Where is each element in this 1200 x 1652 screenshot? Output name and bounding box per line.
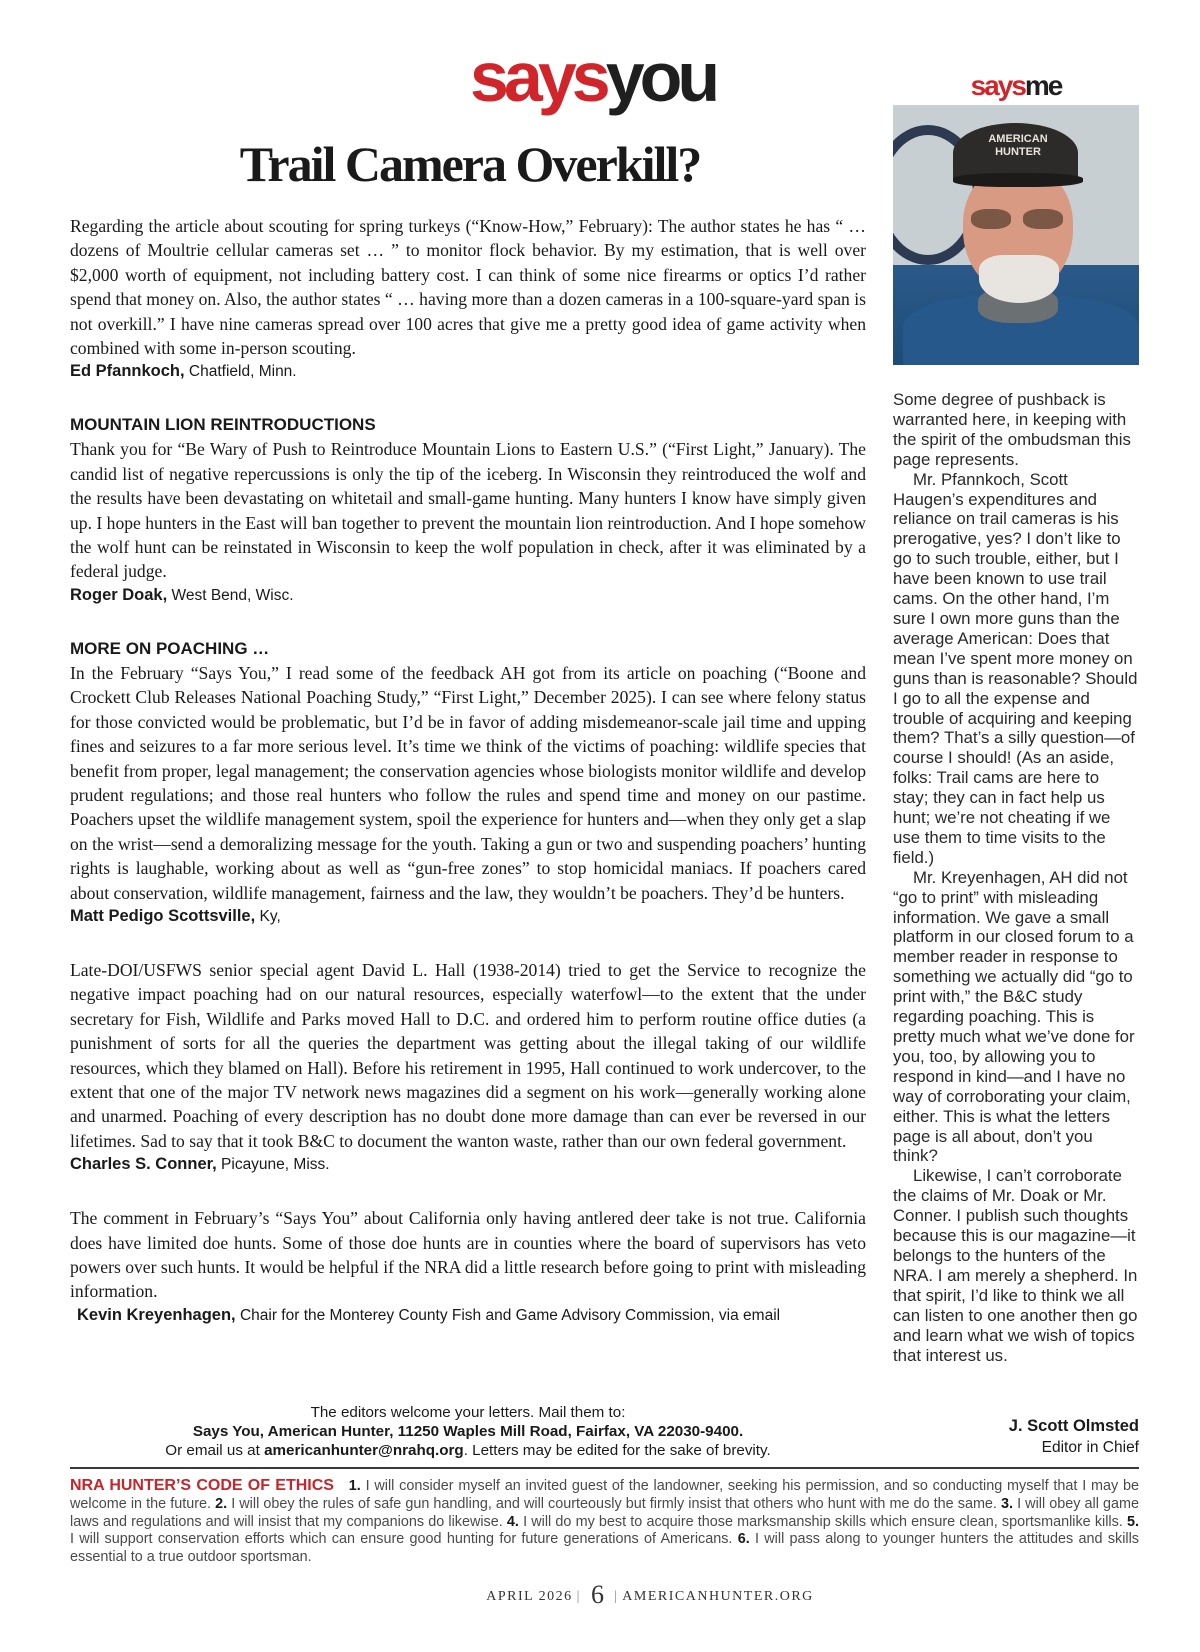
footer-site[interactable]: AMERICANHUNTER.ORG <box>622 1589 814 1604</box>
divider <box>70 1467 1139 1469</box>
says-you-logo <box>470 40 740 115</box>
saysme-says: says <box>970 70 1025 101</box>
editor-response-column <box>893 390 1139 1365</box>
letter-4-name: Charles S. Conner, <box>70 1155 217 1174</box>
mail-instructions <box>70 1403 866 1460</box>
letters-column <box>70 214 866 1327</box>
response-paragraph-1: Some degree of pushback is warranted here, in keeping with the spirit of the ombudsman this page represents. <box>893 390 1131 469</box>
code-of-ethics <box>70 1477 1139 1567</box>
saysme-me: me <box>1024 70 1062 101</box>
letter-4-signature <box>70 1153 866 1176</box>
page-number: 6 <box>590 1580 604 1609</box>
letter-1-body: Regarding the article about scouting for spring turkeys (“Know-How,” February): The author states he has “ … dozens of Moultrie cellular cameras set … ” to monitor flock behavior. By my estimation, that is well over $2,000 worth of equipment, not including battery cost. I can think of some nice firearms or optics I’d rather spend that money on. Also, the author states “ … having more than a dozen cameras in a 100-square-yard span is not overkill.” I have nine cameras spread over 100 acres that give me a pretty good idea of game activity when combined with some in-person scouting. <box>70 216 866 359</box>
ethics-num: 4. <box>506 1513 519 1530</box>
ethics-num: 3. <box>1001 1495 1014 1512</box>
page-footer: APRIL 2026 | 6 | AMERICANHUNTER.ORG <box>486 1580 814 1609</box>
logo-you: you <box>605 38 716 116</box>
letter-3-signature <box>70 905 866 928</box>
ethics-item: I will pass along to younger hunters the attitudes and skills essential to a true outdoor sportsman. <box>70 1531 1140 1566</box>
mail-line-1: The editors welcome your letters. Mail them to: <box>310 1404 626 1421</box>
ethics-num: 1. <box>348 1478 361 1494</box>
letter-5-place: Chair for the Monterey County Fish and Game Advisory Commission, via email <box>239 1306 781 1324</box>
mail-address: Says You, American Hunter, 11250 Waples Mill Road, Fairfax, VA 22030-9400. <box>192 1423 744 1440</box>
ethics-num: 5. <box>1127 1513 1140 1530</box>
editor-title: Editor in Chief <box>1041 1439 1139 1456</box>
letter-2-body: Thank you for “Be Wary of Push to Reintroduce Mountain Lions to Eastern U.S.” (“First Light,” January). The candid list of negative repercussions is only the tip of the iceberg. In Wisconsin they reintroduced the wolf and the results have been devastating on whitetail and small-game hunting. Many hunters I know have simply given up. I hope hunters in the East will ban together to prevent the mountain lion reintroduction. And I hope somehow the wolf hunt can be reinstated in Wisconsin to keep the wolf population in check, after it was eliminated by a federal judge. <box>70 439 866 582</box>
mail-line-3-pre: Or email us at <box>165 1442 260 1459</box>
letter-2-signature <box>70 584 866 607</box>
letter-5-signature <box>70 1304 866 1327</box>
letter-3-place: Ky, <box>259 907 281 925</box>
letter-4-body: Late-DOI/USFWS senior special agent David L. Hall (1938-2014) tried to get the Service to recognize the negative impact poaching had on our natural resources, especially waterfowl—to the extent that the under secretary for Fish, Wildlife and Parks moved Hall to D.C. and ordered him to perform routine office duties (a punishment of sorts for all the queries the department was getting about the illegal taking of our wildlife resources, which they blamed on Hall). Before his retirement in 1995, Hall continued to work undercover, to the extent that one of the major TV network news magazines did a segment on his work—generally working alone and unarmed. Poaching of every description has no doubt done more damage than can ever be reversed in our lifetimes. Sad to say that it took B&C to document the wanton waste, rather than our own federal government. <box>70 959 866 1151</box>
response-paragraph-2: Mr. Pfannkoch, Scott Haugen’s expenditures and reliance on trail cameras is his prerogative, yes? I don’t like to go to such trouble, either, but I have been known to use trail cams. On the other hand, I’m sure I own more guns than the average American: Does that mean I’ve spent more money on guns than is reasonable? Should I go to all the expense and trouble of acquiring and keeping them? That’s a silly question—of course I should! (As an aside, folks: Trail cams are here to stay; they can in fact help us hunt; we’re not cheating if we use them to time visits to the field.) <box>893 469 1138 867</box>
letter-4-place: Picayune, Miss. <box>221 1156 330 1174</box>
says-me-label <box>956 68 1076 104</box>
letter-1-signature <box>70 360 866 383</box>
letter-5-name: Kevin Kreyenhagen, <box>77 1305 236 1324</box>
editor-photo <box>893 105 1139 365</box>
letter-3-heading: MORE ON POACHING … <box>70 638 270 658</box>
ethics-item: I will support conservation efforts which can ensure good hunting for future generations of Americans. <box>70 1531 733 1548</box>
ethics-num: 6. <box>737 1531 750 1548</box>
footer-issue: APRIL 2026 <box>486 1589 573 1604</box>
ethics-item: I will do my best to acquire those marksmanship skills which ensure clean, sportsmanlike kills. <box>523 1513 1123 1530</box>
ethics-num: 2. <box>215 1495 228 1512</box>
letter-2-place: West Bend, Wisc. <box>171 586 294 604</box>
letter-3-body: In the February “Says You,” I read some of the feedback AH got from its article on poaching (“Boone and Crockett Club Releases National Poaching Study,” “First Light,” December 2025). I can see where felony status for those convicted would be problematic, but I’d be in favor of adding misdemeanor-scale jail time and upping fines and seizures to a far more serious level. It’s time we think of the victims of poaching: wildlife species that benefit from proper, legal management; the conservation agencies whose biologists monitor wildlife and develop prudent regulations; and those real hunters who follow the rules and spend time and money on our pastime. Poachers upset the wildlife management system, spoil the experience for hunters and—when they only get a slap on the wrist—send a demoralizing message for the youth. Taking a gun or two and suspending poachers’ hunting rights is laughable, working about as well as “gun-free zones” to stop homicidal maniacs. If poachers cared about conservation, wildlife management, fairness and the law, they wouldn’t be poachers. They’d be hunters. <box>70 662 866 903</box>
ethics-item: I will consider myself an invited guest of the landowner, seeking his permission, and so conducting myself that I may be welcome in the future. <box>70 1478 1140 1512</box>
ethics-item: I will obey the rules of safe gun handling, and will courteously but firmly insist that others who hunt with me do the same. <box>231 1495 997 1512</box>
letter-2-heading: MOUNTAIN LION REINTRODUCTIONS <box>70 415 376 435</box>
editor-signature <box>893 1416 1139 1458</box>
letter-5-body: The comment in February’s “Says You” about California only having antlered deer take is not true. California does have limited doe hunts. Some of those doe hunts are in counties where the board of supervisors has veto powers over such hunts. It would be helpful if the NRA did a little research before going to print with misleading information. <box>70 1208 866 1302</box>
letter-3-name: Matt Pedigo Scottsville, <box>70 906 256 925</box>
ethics-item: I will obey all game laws and regulations and will insist that my companions do likewise. <box>70 1495 1140 1530</box>
cap-logo-text: AMERICAN HUNTER <box>988 133 1048 158</box>
page-title: Trail Camera Overkill? <box>239 136 701 192</box>
letter-2-name: Roger Doak, <box>70 585 168 604</box>
response-paragraph-3: Mr. Kreyenhagen, AH did not “go to print” with misleading information. We gave a small platform in our closed forum to a member reader in response to something we actually did “go to print with,” the B&C study regarding poaching. This is pretty much what we’ve done for you, too, by allowing you to respond in kind—and I have no way of corroborating your claim, either. This is what the letters page is all about, don’t you think? <box>893 867 1135 1166</box>
mail-line-3-post: . Letters may be edited for the sake of brevity. <box>463 1442 771 1459</box>
ethics-title: NRA HUNTER’S CODE OF ETHICS <box>70 1477 334 1494</box>
letter-1-place: Chatfield, Minn. <box>188 363 297 381</box>
logo-says: says <box>470 38 606 116</box>
email-link[interactable]: americanhunter@nrahq.org <box>264 1442 464 1459</box>
response-paragraph-4: Likewise, I can’t corroborate the claims of Mr. Doak or Mr. Conner. I publish such thoughts because this is our magazine—it belongs to the hunters of the NRA. I am merely a shepherd. In that spirit, I’d like to think we all can listen to one another then go and learn what we wish of topics that interest us. <box>893 1166 1138 1365</box>
editor-name: J. Scott Olmsted <box>1008 1417 1139 1435</box>
letter-1-name: Ed Pfannkoch, <box>70 362 185 381</box>
